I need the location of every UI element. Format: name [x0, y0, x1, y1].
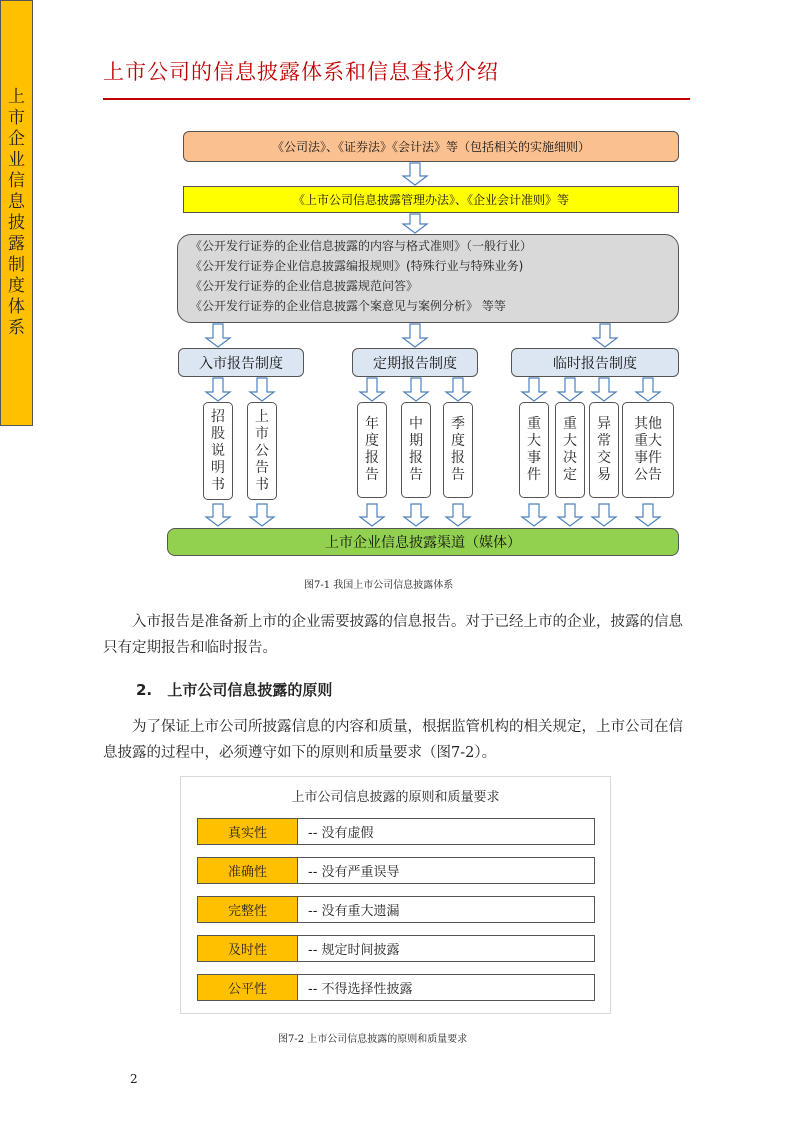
section-heading: [136, 679, 332, 700]
quality-label-authenticity: 真实性: [197, 818, 298, 845]
disclosure-channel-box: 上市企业信息披露渠道（媒体）: [167, 528, 679, 556]
guideline-item: 《公开发行证券的企业信息披露的内容与格式准则》（一般行业）: [190, 239, 533, 253]
section-title: 上市公司信息披露的原则: [167, 681, 333, 699]
quality-label-accuracy: 准确性: [197, 857, 298, 884]
quality-panel-title: 上市公司信息披露的原则和质量要求: [291, 790, 500, 805]
system-periodic-report: 定期报告制度: [352, 348, 478, 377]
flow-arrow: [592, 504, 616, 526]
flow-arrow: [206, 378, 230, 401]
quality-desc-completeness: -- 没有重大遗漏: [297, 896, 595, 923]
flow-arrow: [636, 504, 660, 526]
flow-arrow: [593, 324, 617, 347]
report-annual: 年度报告: [357, 402, 387, 498]
flow-arrow: [403, 214, 427, 233]
quality-desc-fairness: -- 不得选择性披露: [297, 974, 595, 1001]
report-abnormal-trading: 异常交易: [589, 402, 619, 498]
report-prospectus: 招股说明书: [203, 402, 233, 500]
report-other-major-event: 其他重大事件公告: [622, 402, 674, 498]
quality-desc-authenticity: -- 没有虚假: [297, 818, 595, 845]
guideline-item: 《公开发行证券的企业信息披露个案意见与案例分析》 等等: [190, 299, 506, 313]
flow-arrow: [522, 504, 546, 526]
flow-arrow: [558, 378, 582, 401]
flow-arrow: [558, 504, 582, 526]
flow-arrow: [403, 163, 427, 185]
flow-arrow: [446, 504, 470, 526]
rules-box: 《上市公司信息披露管理办法》、《企业会计准则》等: [183, 186, 679, 213]
flow-arrow: [360, 504, 384, 526]
paragraph-principles: 为了保证上市公司所披露信息的内容和质量，根据监管机构的相关规定，上市公司在信息披露的过程中，必须遵守如下的原则和质量要求（图7-2）。: [103, 719, 683, 761]
flow-arrow: [403, 324, 427, 347]
report-major-event: 重大事件: [519, 402, 549, 498]
quality-desc-timeliness: -- 规定时间披露: [297, 935, 595, 962]
flow-arrow: [250, 504, 274, 526]
page-header-title: 上市公司的信息披露体系和信息查找介绍: [103, 60, 499, 84]
report-listing-notice: 上市公告书: [247, 402, 277, 500]
flow-arrow: [206, 324, 230, 347]
side-label-text: 上市企业信息披露制度体系: [8, 87, 25, 338]
report-quarterly: 季度报告: [443, 402, 473, 498]
quality-label-completeness: 完整性: [197, 896, 298, 923]
flow-arrow: [404, 504, 428, 526]
guideline-item: 《公开发行证券的企业信息披露规范问答》: [190, 279, 419, 293]
flow-arrow: [446, 378, 470, 401]
flow-arrow: [404, 378, 428, 401]
system-interim-report: 临时报告制度: [511, 348, 679, 377]
flow-arrow: [206, 504, 230, 526]
figure1-caption: 图7-1 我国上市公司信息披露体系: [304, 580, 454, 591]
flow-arrow: [522, 378, 546, 401]
quality-desc-accuracy: -- 没有严重误导: [297, 857, 595, 884]
system-ipo-report: 入市报告制度: [178, 348, 304, 377]
flow-arrows: [0, 0, 792, 570]
disclosure-system-diagram: [0, 0, 792, 570]
section-number: 2.: [136, 681, 153, 699]
paragraph-ipo-report: 入市报告是准备新上市的企业需要披露的信息报告。对于已经上市的企业，披露的信息只有定期报告和临时报告。: [103, 614, 683, 656]
guideline-item: 《公开发行证券企业信息披露编报规则》(特殊行业与特殊业务): [190, 259, 524, 273]
flow-arrow: [360, 378, 384, 401]
flow-arrow: [250, 378, 274, 401]
report-interim: 中期报告: [401, 402, 431, 498]
quality-label-timeliness: 及时性: [197, 935, 298, 962]
flow-arrow: [636, 378, 660, 401]
report-major-decision: 重大决定: [555, 402, 585, 498]
quality-label-fairness: 公平性: [197, 974, 298, 1001]
flow-arrow: [592, 378, 616, 401]
page-number: 2: [130, 1072, 138, 1086]
figure2-caption: 图7-2 上市公司信息披露的原则和质量要求: [278, 1034, 468, 1045]
laws-box: 《公司法》、《证券法》《会计法》等（包括相关的实施细则）: [183, 131, 679, 162]
